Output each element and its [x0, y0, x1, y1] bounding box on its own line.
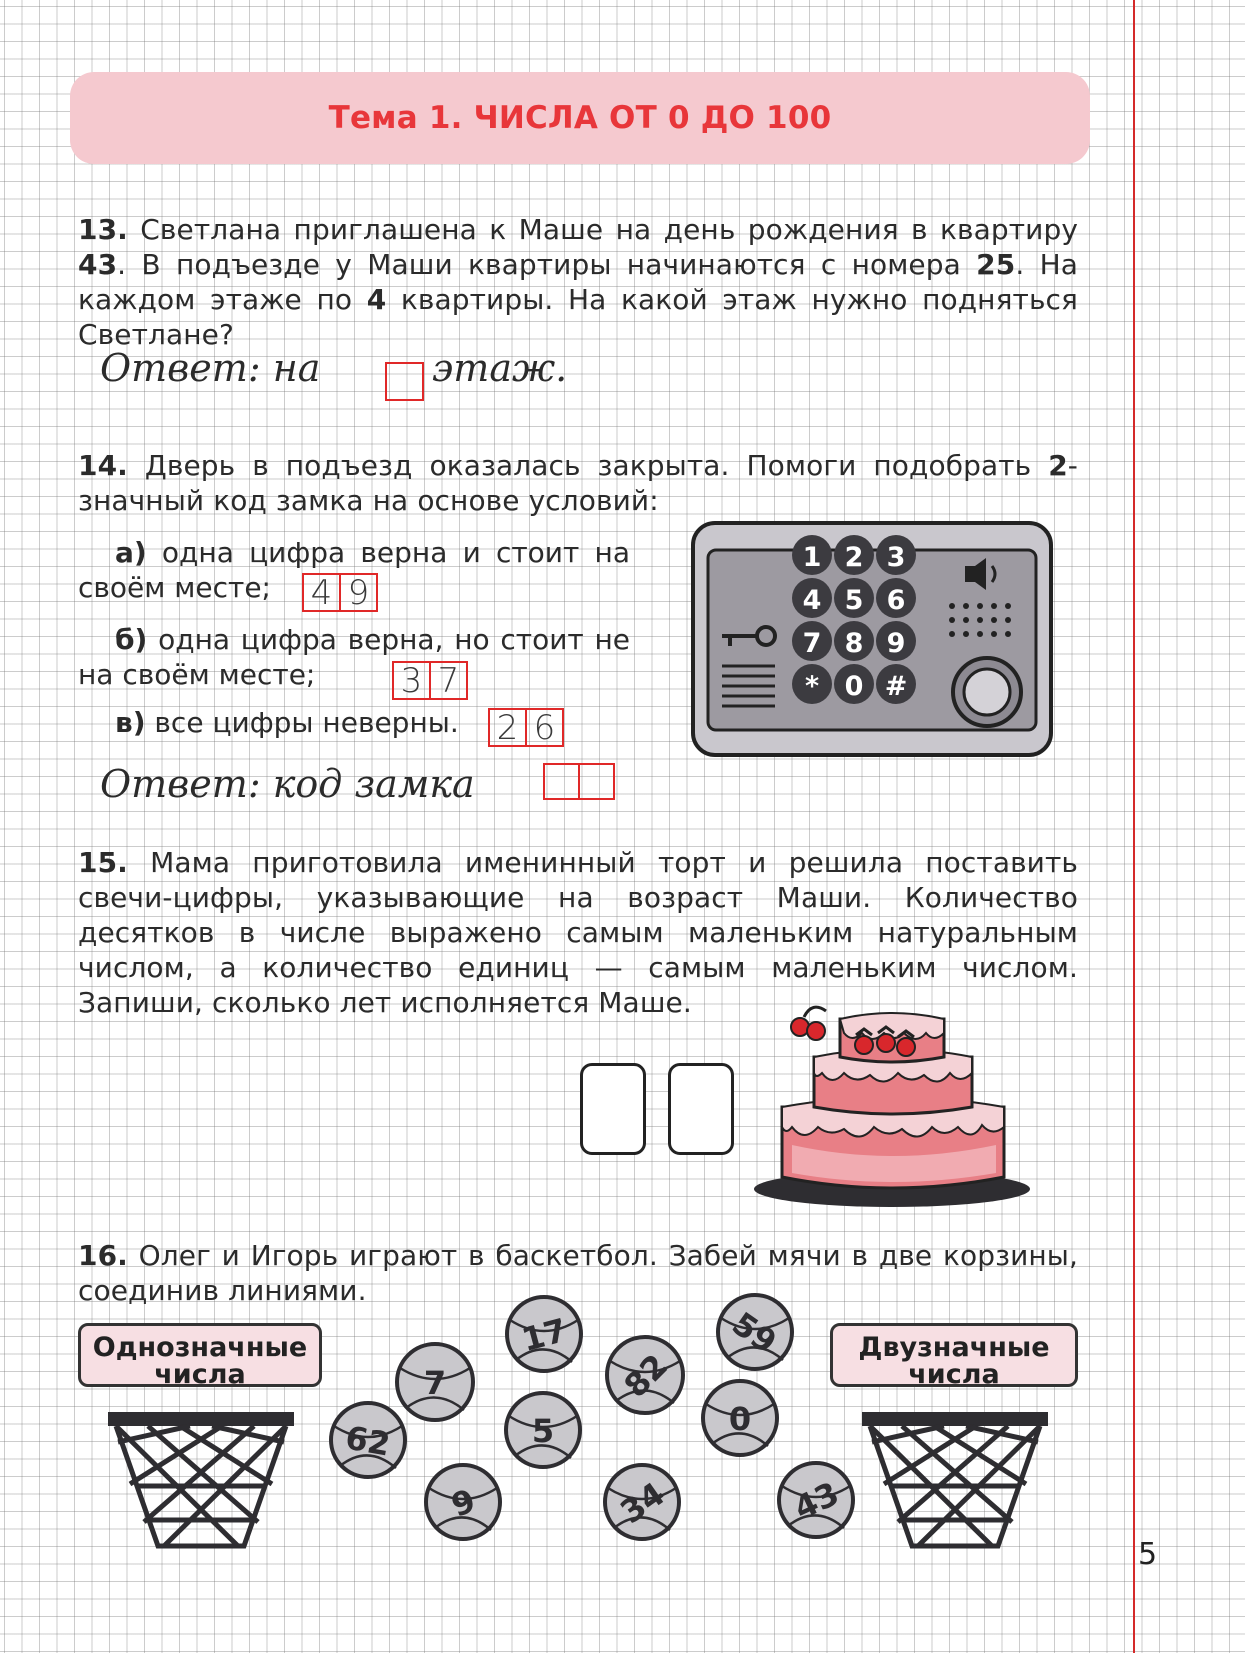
ball-number: 0 — [728, 1400, 752, 1438]
cherry-icon — [791, 1007, 826, 1040]
candle-digit-units[interactable] — [668, 1063, 734, 1155]
basketball[interactable] — [397, 1344, 473, 1420]
basketball[interactable] — [331, 1403, 405, 1477]
task-14-text: 14. Дверь в подъезд оказалась закрыта. Помоги подобрать 2-значный код замка на основе условий: — [78, 449, 1078, 517]
keypad-key: * — [804, 671, 820, 702]
keypad-key: 8 — [844, 628, 864, 659]
keypad-key: 7 — [802, 628, 822, 659]
basketball[interactable] — [426, 1465, 500, 1539]
ball-number: 17 — [517, 1310, 571, 1360]
task-16-text: 16. Олег и Игорь играют в баскетбол. Забей мячи в две корзины, соединив линиями. — [78, 1239, 1078, 1307]
task-13-text: 13. Светлана приглашена к Маше на день рождения в квартиру 43. В подъезде у Маши квартиры начинаются с номера 25. На каждом этаже по 4 квартиры. На какой этаж нужно подняться Светлане? — [78, 213, 1078, 351]
keypad-key: 5 — [844, 585, 864, 616]
task-14-answer-cell-1[interactable] — [543, 763, 580, 800]
keypad-key: 4 — [802, 585, 822, 616]
condition-a-digit-1: 4 — [302, 573, 341, 612]
condition-b-digit-2: 7 — [429, 661, 468, 700]
page-margin-line — [1133, 0, 1135, 1653]
basketball[interactable] — [507, 1297, 581, 1371]
label-two-digit: Двузначные числа — [830, 1323, 1078, 1387]
ball-number: 5 — [531, 1412, 555, 1450]
basketball[interactable] — [703, 1381, 777, 1455]
keypad-key: 1 — [802, 542, 822, 573]
label-single-digit: Однозначные числа — [78, 1323, 322, 1387]
keypad-key: 2 — [844, 542, 864, 573]
candle-digit-tens[interactable] — [580, 1063, 646, 1155]
task-16-number: 16. — [78, 1239, 128, 1272]
condition-c: в) все цифры неверны. — [115, 706, 459, 739]
ball-number: 59 — [725, 1304, 784, 1362]
task-13-answer-suffix: этаж. — [432, 346, 568, 390]
page-number: 5 — [1138, 1537, 1158, 1572]
task-13-number: 13. — [78, 213, 128, 246]
basketballs-group — [320, 1290, 845, 1570]
task-13-answer-box[interactable] — [385, 362, 424, 401]
basketball[interactable] — [605, 1465, 679, 1539]
condition-a: а) одна цифра верна и стоит на своём месте; — [78, 536, 630, 604]
basketball[interactable] — [506, 1393, 580, 1467]
task-15-text: 15. Мама приготовила именинный торт и решила поставить свечи-цифры, указывающие на возраст Маши. Количество десятков в числе выражено самым маленьким натуральным числом, а количество единиц — самым маленьким числом. Запиши, сколько лет исполняется Маше. — [78, 846, 1078, 1019]
task-14-answer-cell-2[interactable] — [578, 763, 615, 800]
header-band — [70, 72, 1090, 164]
condition-a-digit-2: 9 — [339, 573, 378, 612]
task-14-number: 14. — [78, 449, 128, 482]
ball-number: 7 — [423, 1364, 447, 1402]
condition-c-digit-1: 2 — [488, 708, 527, 747]
ball-number: 34 — [613, 1474, 672, 1532]
basketball[interactable] — [779, 1463, 853, 1537]
page-title: Тема 1. ЧИСЛА ОТ 0 ДО 100 — [328, 100, 832, 136]
keypad-key: 3 — [886, 542, 906, 573]
condition-c-digit-2: 6 — [525, 708, 564, 747]
condition-b: б) одна цифра верна, но стоит не на своём месте; — [78, 623, 630, 691]
ball-number: 62 — [342, 1418, 394, 1464]
keypad-key: 0 — [844, 671, 864, 702]
intercom-panel-illustration — [690, 520, 1055, 760]
basket-right[interactable] — [862, 1412, 1048, 1548]
keypad-key: 6 — [886, 585, 906, 616]
condition-b-digit-1: 3 — [392, 661, 431, 700]
ball-number: 82 — [616, 1346, 675, 1405]
basketball[interactable] — [718, 1295, 792, 1369]
birthday-cake-illustration — [752, 1005, 1032, 1210]
task-14-answer-label: Ответ: код замка — [100, 762, 475, 806]
keypad-key: # — [884, 671, 908, 702]
task-15-number: 15. — [78, 846, 128, 879]
ball-number: 9 — [446, 1481, 481, 1525]
keypad-key: 9 — [886, 628, 906, 659]
task-13-answer-label: Ответ: на — [100, 346, 321, 390]
basketball[interactable] — [607, 1337, 683, 1413]
basket-left[interactable] — [108, 1412, 294, 1548]
ball-number: 43 — [788, 1474, 845, 1528]
